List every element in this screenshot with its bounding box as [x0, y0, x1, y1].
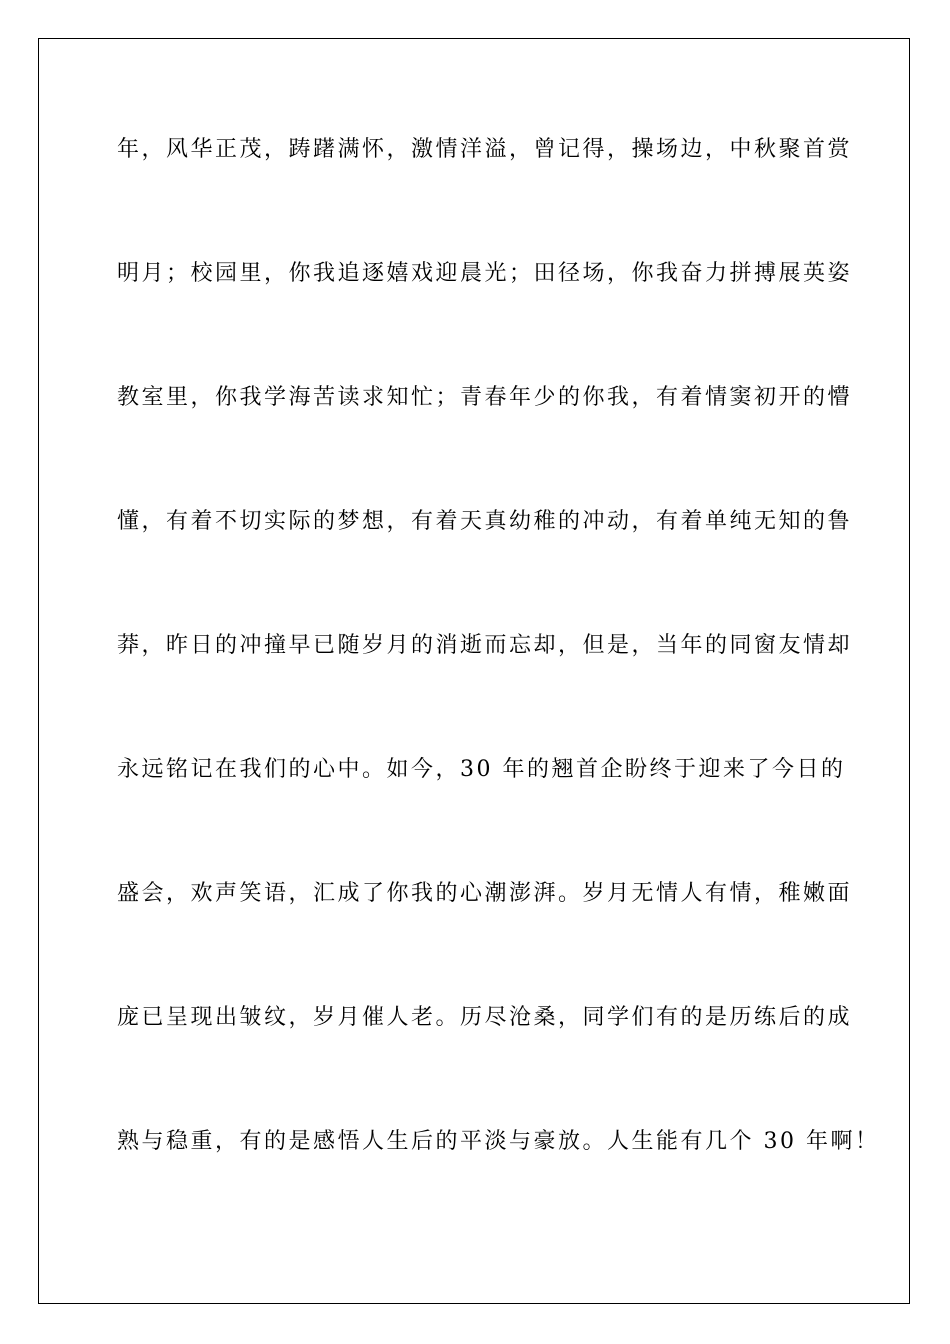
text-line: 永远铭记在我们的心中。如今，30 年的翘首企盼终于迎来了今日的	[117, 757, 846, 782]
text-line: 盛会，欢声笑语，汇成了你我的心潮澎湃。岁月无情人有情，稚嫩面	[117, 881, 853, 906]
text-line: 懂，有着不切实际的梦想，有着天真幼稚的冲动，有着单纯无知的鲁	[117, 509, 853, 534]
text-line: 熟与稳重，有的是感悟人生后的平淡与豪放。人生能有几个 30 年啊！	[117, 1129, 880, 1154]
text-line: 庞已呈现出皱纹，岁月催人老。历尽沧桑，同学们有的是历练后的成	[117, 1005, 853, 1030]
body-text	[117, 130, 880, 1246]
text-line: 年，风华正茂，踌躇满怀，激情洋溢，曾记得，操场边，中秋聚首赏	[117, 137, 853, 162]
text-line: 莽，昨日的冲撞早已随岁月的消逝而忘却，但是，当年的同窗友情却	[117, 633, 853, 658]
text-line: 明月；校园里，你我追逐嬉戏迎晨光；田径场，你我奋力拼搏展英姿	[117, 261, 853, 286]
text-line: 教室里，你我学海苦读求知忙；青春年少的你我，有着情窦初开的懵	[117, 385, 853, 410]
